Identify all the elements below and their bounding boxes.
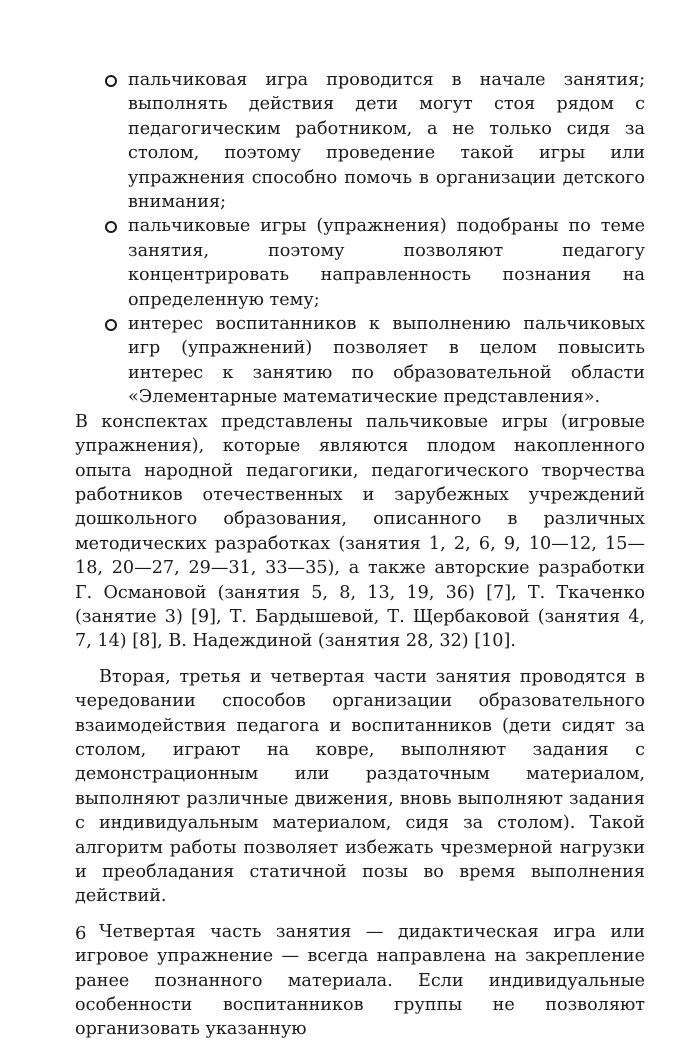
- list-item: [75, 312, 645, 410]
- paragraph-fourth-part: Четвертая часть занятия — дидактическая игра или игровое упражнение — всегда направлена на закрепление ранее познанного материала. Если индивидуальные особенности воспитанников группы не позволяют организовать указанную: [75, 921, 645, 1040]
- bullet-list: [75, 68, 645, 410]
- list-item: [75, 214, 645, 312]
- page-body: [75, 68, 645, 1042]
- circle-bullet-icon: [105, 319, 117, 331]
- circle-bullet-icon: [105, 75, 117, 87]
- paragraph-sources: В конспектах представлены пальчиковые игры (игровые упражнения), которые являются плодом накопленного опыта народной педагогики, педагогического творчества работников отечественных и зарубежных учреждений дошкольного образования, описанного в различных методических разработках (занятия 1, 2, 6, 9, 10—12, 15—18, 20—27, 29—31, 33—35), а также авторские разработки Г. Османовой (занятия 5, 8, 13, 19, 36) [7], Т. Ткаченко (занятие 3) [9], Т. Бардышевой, Т. Щербаковой (занятия 4, 7, 14) [8], В. Надеждиной (занятия 28, 32) [10].: [75, 411, 645, 652]
- list-item: [75, 68, 645, 214]
- circle-bullet-icon: [105, 221, 117, 233]
- bullet-text: пальчиковые игры (упражнения) подобраны по теме занятия, поэтому позволяют педагогу концентрировать направленность познания на определенную тему;: [128, 216, 645, 310]
- bullet-text: интерес воспитанников к выполнению пальчиковых игр (упражнений) позволяет в целом повысить интерес к занятию по образовательной области «Элементарные математические представления».: [128, 314, 645, 408]
- paragraph-lesson-parts: Вторая, третья и четвертая части занятия проводятся в чередовании способов организации образовательного взаимодействия педагога и воспитанников (дети сидят за столом, играют на ковре, выполняют задания с демонстрационным или раздаточным материалом, выполняют различные движения, вновь выполняют задания с индивидуальным материалом, сидя за столом). Такой алгоритм работы позволяет избежать чрезмерной нагрузки и преобладания статичной позы во время выполнения действий.: [75, 666, 645, 907]
- page-number: 6: [75, 923, 87, 944]
- bullet-text: пальчиковая игра проводится в начале занятия; выполнять действия дети могут стоя рядом с педагогическим работником, а не только сидя за столом, поэтому проведение такой игры или упражнения способно помочь в организации детского внимания;: [128, 70, 645, 213]
